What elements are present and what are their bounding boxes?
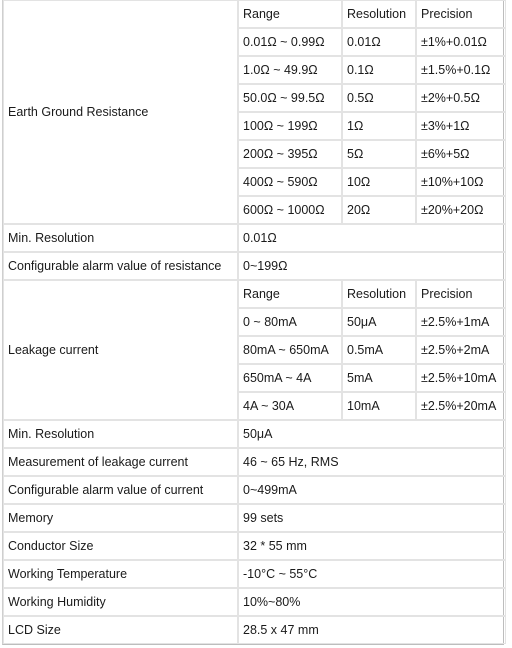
column-header-precision: Precision xyxy=(416,0,506,28)
spec-table xyxy=(3,0,506,644)
min-resolution-label: Min. Resolution xyxy=(3,224,238,252)
table-row xyxy=(3,420,506,448)
range-cell: 650mA ~ 4A xyxy=(238,364,342,392)
spec-value-alarm-current: 0~499mA xyxy=(238,476,506,504)
resolution-cell: 0.01Ω xyxy=(342,28,416,56)
spec-value-memory: 99 sets xyxy=(238,504,506,532)
spec-label-working-humidity: Working Humidity xyxy=(3,588,238,616)
table-row xyxy=(3,588,506,616)
table-row xyxy=(3,224,506,252)
resolution-cell: 20Ω xyxy=(342,196,416,224)
precision-cell: ±2.5%+20mA xyxy=(416,392,506,420)
precision-cell: ±1%+0.01Ω xyxy=(416,28,506,56)
leakage-current-label: Leakage current xyxy=(3,280,238,420)
resolution-cell: 0.1Ω xyxy=(342,56,416,84)
table-row xyxy=(3,616,506,644)
resolution-cell: 10mA xyxy=(342,392,416,420)
precision-cell: ±2.5%+1mA xyxy=(416,308,506,336)
spec-label-leakage-measurement: Measurement of leakage current xyxy=(3,448,238,476)
resolution-cell: 50μA xyxy=(342,308,416,336)
spec-label-conductor-size: Conductor Size xyxy=(3,532,238,560)
precision-cell: ±20%+20Ω xyxy=(416,196,506,224)
column-header-resolution: Resolution xyxy=(342,280,416,308)
spec-value-leakage-measurement: 46 ~ 65 Hz, RMS xyxy=(238,448,506,476)
column-header-range: Range xyxy=(238,280,342,308)
table-row xyxy=(3,476,506,504)
table-row xyxy=(3,504,506,532)
range-cell: 80mA ~ 650mA xyxy=(238,336,342,364)
spec-value-working-humidity: 10%~80% xyxy=(238,588,506,616)
spec-label-working-temperature: Working Temperature xyxy=(3,560,238,588)
range-cell: 200Ω ~ 395Ω xyxy=(238,140,342,168)
table-row xyxy=(3,448,506,476)
precision-cell: ±3%+1Ω xyxy=(416,112,506,140)
resolution-cell: 10Ω xyxy=(342,168,416,196)
min-resolution-value: 0.01Ω xyxy=(238,224,506,252)
precision-cell: ±6%+5Ω xyxy=(416,140,506,168)
spec-value-conductor-size: 32 * 55 mm xyxy=(238,532,506,560)
earth-resistance-label: Earth Ground Resistance xyxy=(3,0,238,224)
range-cell: 1.0Ω ~ 49.9Ω xyxy=(238,56,342,84)
range-cell: 0.01Ω ~ 0.99Ω xyxy=(238,28,342,56)
resolution-cell: 0.5Ω xyxy=(342,84,416,112)
resolution-cell: 1Ω xyxy=(342,112,416,140)
range-cell: 400Ω ~ 590Ω xyxy=(238,168,342,196)
spec-label-alarm-current: Configurable alarm value of current xyxy=(3,476,238,504)
alarm-resistance-value: 0~199Ω xyxy=(238,252,506,280)
table-row xyxy=(3,532,506,560)
spec-label-lcd-size: LCD Size xyxy=(3,616,238,644)
precision-cell: ±10%+10Ω xyxy=(416,168,506,196)
alarm-resistance-label: Configurable alarm value of resistance xyxy=(3,252,238,280)
column-header-resolution: Resolution xyxy=(342,0,416,28)
spec-value-lcd-size: 28.5 x 47 mm xyxy=(238,616,506,644)
column-header-precision: Precision xyxy=(416,280,506,308)
range-cell: 100Ω ~ 199Ω xyxy=(238,112,342,140)
spec-value-working-temperature: -10°C ~ 55°C xyxy=(238,560,506,588)
resolution-cell: 0.5mA xyxy=(342,336,416,364)
resolution-cell: 5mA xyxy=(342,364,416,392)
spec-value-min-resolution: 50μA xyxy=(238,420,506,448)
table-row xyxy=(3,560,506,588)
column-header-range: Range xyxy=(238,0,342,28)
range-cell: 600Ω ~ 1000Ω xyxy=(238,196,342,224)
range-cell: 50.0Ω ~ 99.5Ω xyxy=(238,84,342,112)
resolution-cell: 5Ω xyxy=(342,140,416,168)
spec-label-min-resolution: Min. Resolution xyxy=(3,420,238,448)
table-row xyxy=(3,252,506,280)
precision-cell: ±2.5%+2mA xyxy=(416,336,506,364)
precision-cell: ±1.5%+0.1Ω xyxy=(416,56,506,84)
range-cell: 0 ~ 80mA xyxy=(238,308,342,336)
precision-cell: ±2%+0.5Ω xyxy=(416,84,506,112)
table-row xyxy=(3,0,506,28)
table-row xyxy=(3,280,506,308)
range-cell: 4A ~ 30A xyxy=(238,392,342,420)
spec-label-memory: Memory xyxy=(3,504,238,532)
precision-cell: ±2.5%+10mA xyxy=(416,364,506,392)
